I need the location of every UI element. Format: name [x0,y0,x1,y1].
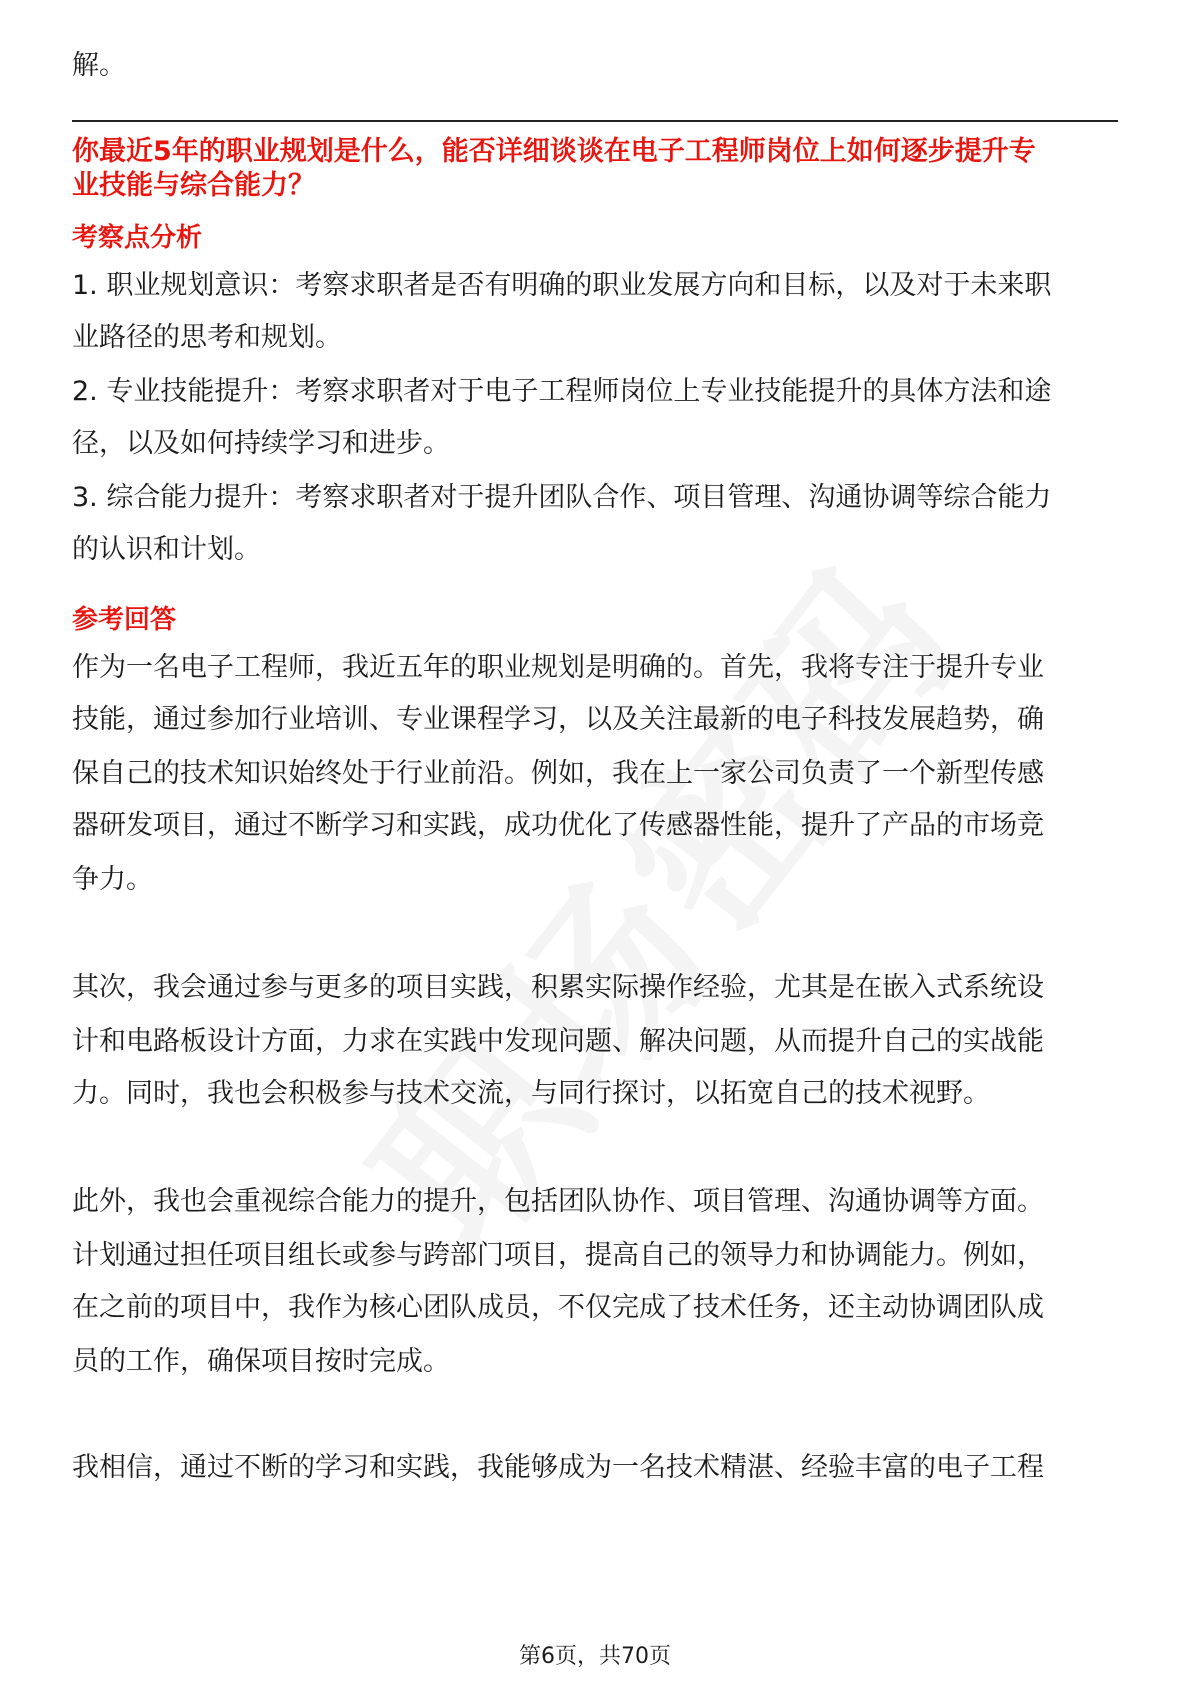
answer-paragraph-3-line: 此外，我也会重视综合能力的提升，包括团队协作、项目管理、沟通协调等方面。 [72,1186,1044,1217]
analysis-point-3-line-2: 的认识和计划。 [72,534,261,565]
page-footer: 第6页，共70页 [519,1644,671,1669]
answer-paragraph-1-line: 技能，通过参加行业培训、专业课程学习，以及关注最新的电子科技发展趋势，确 [72,704,1044,735]
answer-paragraph-1-line: 争力。 [72,864,153,895]
answer-paragraph-3-line: 计划通过担任项目组长或参与跨部门项目，提高自己的领导力和协调能力。例如， [72,1240,1044,1271]
answer-paragraph-2-line: 计和电路板设计方面，力求在实践中发现问题、解决问题，从而提升自己的实战能 [72,1026,1044,1057]
previous-text-tail: 解。 [72,50,126,81]
answer-paragraph-1-line: 保自己的技术知识始终处于行业前沿。例如，我在上一家公司负责了一个新型传感 [72,758,1044,789]
question-line-2: 业技能与综合能力？ [72,170,315,201]
section-divider [72,120,1118,122]
analysis-point-2-line-1: 2. 专业技能提升：考察求职者对于电子工程师岗位上专业技能提升的具体方法和途 [72,376,1052,407]
answer-heading: 参考回答 [72,605,177,635]
answer-paragraph-2-line: 其次，我会通过参与更多的项目实践，积累实际操作经验，尤其是在嵌入式系统设 [72,972,1044,1003]
answer-paragraph-3-line: 员的工作，确保项目按时完成。 [72,1346,450,1377]
answer-paragraph-4-line: 我相信，通过不断的学习和实践，我能够成为一名技术精湛、经验丰富的电子工程 [72,1452,1044,1483]
analysis-point-3-line-1: 3. 综合能力提升：考察求职者对于提升团队合作、项目管理、沟通协调等综合能力 [72,482,1052,513]
analysis-heading: 考察点分析 [72,223,203,253]
analysis-point-2-line-2: 径，以及如何持续学习和进步。 [72,428,450,459]
analysis-point-1-line-1: 1. 职业规划意识：考察求职者是否有明确的职业发展方向和目标，以及对于未来职 [72,270,1052,301]
answer-paragraph-1-line: 器研发项目，通过不断学习和实践，成功优化了传感器性能，提升了产品的市场竞 [72,810,1044,841]
question-line-1: 你最近5年的职业规划是什么，能否详细谈谈在电子工程师岗位上如何逐步提升专 [72,136,1036,167]
answer-paragraph-3-line: 在之前的项目中，我作为核心团队成员，不仅完成了技术任务，还主动协调团队成 [72,1292,1044,1323]
analysis-point-1-line-2: 业路径的思考和规划。 [72,322,342,353]
answer-paragraph-1-line: 作为一名电子工程师，我近五年的职业规划是明确的。首先，我将专注于提升专业 [72,652,1044,683]
watermark [305,500,1008,1292]
answer-paragraph-2-line: 力。同时，我也会积极参与技术交流，与同行探讨，以拓宽自己的技术视野。 [72,1078,990,1109]
